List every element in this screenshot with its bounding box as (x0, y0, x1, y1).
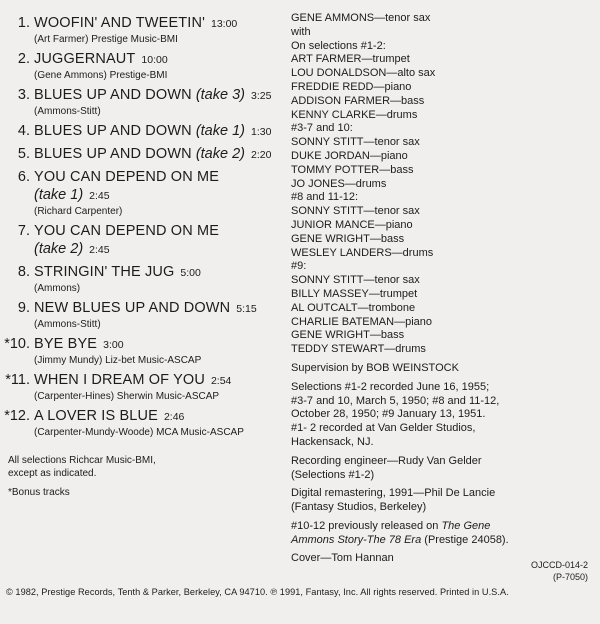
personnel-line: SONNY STITT—tenor sax (291, 274, 420, 287)
track-credit: (Jimmy Mundy) Liz-bet Music-ASCAP (34, 355, 202, 366)
personnel-line: TOMMY POTTER—bass (291, 163, 414, 176)
personnel-line: JO JONES—drums (291, 177, 387, 190)
track-duration: 2:46 (163, 411, 185, 423)
track-take: (take 3) (195, 87, 245, 103)
engineer-credit (291, 455, 591, 483)
track-number: 6. (17, 169, 30, 185)
track-duration: 5:15 (236, 303, 257, 315)
bonus-note: *Bonus tracks (8, 487, 70, 498)
track-title: BLUES UP AND DOWN (34, 123, 192, 139)
track-item (0, 263, 286, 295)
release-suffix: (Prestige 24058). (421, 533, 509, 546)
track-number: 3. (17, 87, 30, 103)
track-duration: 2:54 (210, 375, 232, 387)
publishing-note-cont: except as indicated. (8, 468, 97, 479)
track-item (0, 168, 286, 218)
catalog-number: OJCCD-014-2 (530, 560, 588, 570)
personnel-line: KENNY CLARKE—drums (291, 108, 418, 121)
engineer-line: Recording engineer—Rudy Van Gelder (291, 454, 482, 467)
recording-line: Hackensack, NJ. (291, 435, 374, 448)
track-number: 4. (17, 123, 30, 139)
track-credit: (Gene Ammons) Prestige-BMI (34, 70, 168, 81)
track-credit: (Carpenter-Mundy-Woode) MCA Music-ASCAP (34, 427, 244, 438)
track-item (0, 50, 286, 82)
release-prefix: #10-12 previously released on (291, 519, 442, 532)
track-title: WHEN I DREAM OF YOU (34, 372, 205, 388)
track-item (0, 335, 286, 367)
track-number: *11. (5, 372, 30, 388)
track-duration: 1:30 (251, 126, 272, 138)
personnel-line: #8 and 11-12: (291, 191, 359, 204)
recording-dates (291, 381, 591, 450)
personnel-line: ART FARMER—trumpet (291, 53, 410, 66)
track-number: *10. (4, 336, 30, 352)
track-item (0, 14, 286, 46)
track-take: (take 2) (195, 146, 245, 162)
personnel-line: SONNY STITT—tenor sax (291, 136, 420, 149)
track-take: (take 1) (195, 123, 245, 139)
track-duration: 2:45 (89, 190, 110, 202)
publishing-note: All selections Richcar Music-BMI, (8, 455, 156, 466)
personnel-column (291, 12, 591, 571)
track-duration: 3:25 (251, 90, 272, 102)
track-number: 8. (17, 264, 30, 280)
supervision-credit: Supervision by BOB WEINSTOCK (291, 361, 459, 374)
track-title: BLUES UP AND DOWN (34, 146, 192, 162)
track-credit: (Art Farmer) Prestige Music-BMI (34, 34, 178, 45)
personnel-line: On selections #1-2: (291, 39, 386, 52)
cover-credit: Cover—Tom Hannan (291, 552, 394, 565)
track-title: WOOFIN' AND TWEETIN' (34, 15, 205, 31)
track-notes (8, 454, 288, 499)
prestige-number: (P-7050) (552, 572, 588, 582)
engineer-line: (Selections #1-2) (291, 468, 375, 481)
personnel-line: AL OUTCALT—trombone (291, 301, 416, 314)
recording-line: Selections #1-2 recorded June 16, 1955; (291, 380, 490, 393)
personnel-line: DUKE JORDAN—piano (291, 149, 408, 162)
release-note (291, 520, 591, 548)
recording-line: #3-7 and 10, March 5, 1950; #8 and 11-12, (291, 394, 500, 407)
personnel-line: BILLY MASSEY—trumpet (291, 287, 418, 300)
personnel-line: WESLEY LANDERS—drums (291, 246, 434, 259)
track-duration: 13:00 (211, 18, 238, 30)
track-credit: (Ammons) (34, 283, 81, 294)
track-number: 9. (17, 300, 30, 316)
personnel-line: with (291, 25, 311, 38)
recording-line: #1- 2 recorded at Van Gelder Studios, (291, 422, 476, 435)
track-item (0, 222, 286, 259)
track-list (0, 14, 286, 443)
track-item (0, 86, 286, 118)
track-number: *12. (4, 408, 30, 424)
personnel-line: SONNY STITT—tenor sax (291, 205, 420, 218)
track-duration: 10:00 (141, 54, 168, 66)
personnel-line: GENE AMMONS—tenor sax (291, 12, 431, 24)
remastering-line: (Fantasy Studios, Berkeley) (291, 501, 427, 514)
track-title: BLUES UP AND DOWN (34, 87, 192, 103)
track-item (0, 299, 286, 331)
personnel-line: TEDDY STEWART—drums (291, 343, 426, 356)
track-title: BYE BYE (34, 336, 98, 352)
track-credit: (Carpenter-Hines) Sherwin Music-ASCAP (34, 391, 220, 402)
track-credit: (Ammons-Stitt) (34, 106, 101, 117)
personnel-line: JUNIOR MANCE—piano (291, 218, 413, 231)
track-number: 7. (17, 223, 30, 239)
track-credit: (Richard Carpenter) (34, 206, 123, 217)
track-number: 1. (17, 15, 30, 31)
personnel-list (291, 12, 591, 357)
track-take: (take 2) (34, 241, 84, 257)
personnel-line: ADDISON FARMER—bass (291, 94, 425, 107)
recording-line: October 28, 1950; #9 January 13, 1951. (291, 408, 486, 421)
track-item (0, 371, 286, 403)
track-title: YOU CAN DEPEND ON ME (34, 169, 220, 185)
personnel-line: #3-7 and 10: (291, 122, 353, 135)
track-item (0, 407, 286, 439)
personnel-line: #9: (291, 260, 307, 273)
track-duration: 2:45 (89, 244, 110, 256)
track-duration: 2:20 (251, 149, 272, 161)
track-take: (take 1) (34, 187, 84, 203)
track-item (0, 145, 286, 164)
release-album-title-cont: Ammons Story-The 78 Era (291, 533, 422, 546)
personnel-line: GENE WRIGHT—bass (291, 329, 405, 342)
personnel-line: LOU DONALDSON—alto sax (291, 67, 436, 80)
track-credit: (Ammons-Stitt) (34, 319, 101, 330)
release-album-title: The Gene (441, 519, 491, 532)
remastering-credit (291, 487, 591, 515)
track-duration: 3:00 (103, 339, 124, 351)
track-item (0, 122, 286, 141)
copyright-line: © 1982, Prestige Records, Tenth & Parker, Berkeley, CA 94710. ℗ 1991, Fantasy, Inc. All rights reserved. Printed in U.S.A. (6, 587, 509, 597)
track-title: A LOVER IS BLUE (34, 408, 158, 424)
track-title: STRINGIN' THE JUG (34, 264, 175, 280)
personnel-line: GENE WRIGHT—bass (291, 232, 405, 245)
track-duration: 5:00 (180, 267, 201, 279)
track-title: JUGGERNAUT (34, 51, 136, 67)
catalog-numbers (531, 559, 588, 583)
personnel-line: FREDDIE REDD—piano (291, 80, 412, 93)
track-number: 5. (17, 146, 30, 162)
personnel-line: CHARLIE BATEMAN—piano (291, 315, 433, 328)
track-number: 2. (17, 51, 30, 67)
track-title: YOU CAN DEPEND ON ME (34, 223, 220, 239)
remastering-line: Digital remastering, 1991—Phil De Lancie (291, 487, 496, 500)
track-title: NEW BLUES UP AND DOWN (34, 300, 231, 316)
